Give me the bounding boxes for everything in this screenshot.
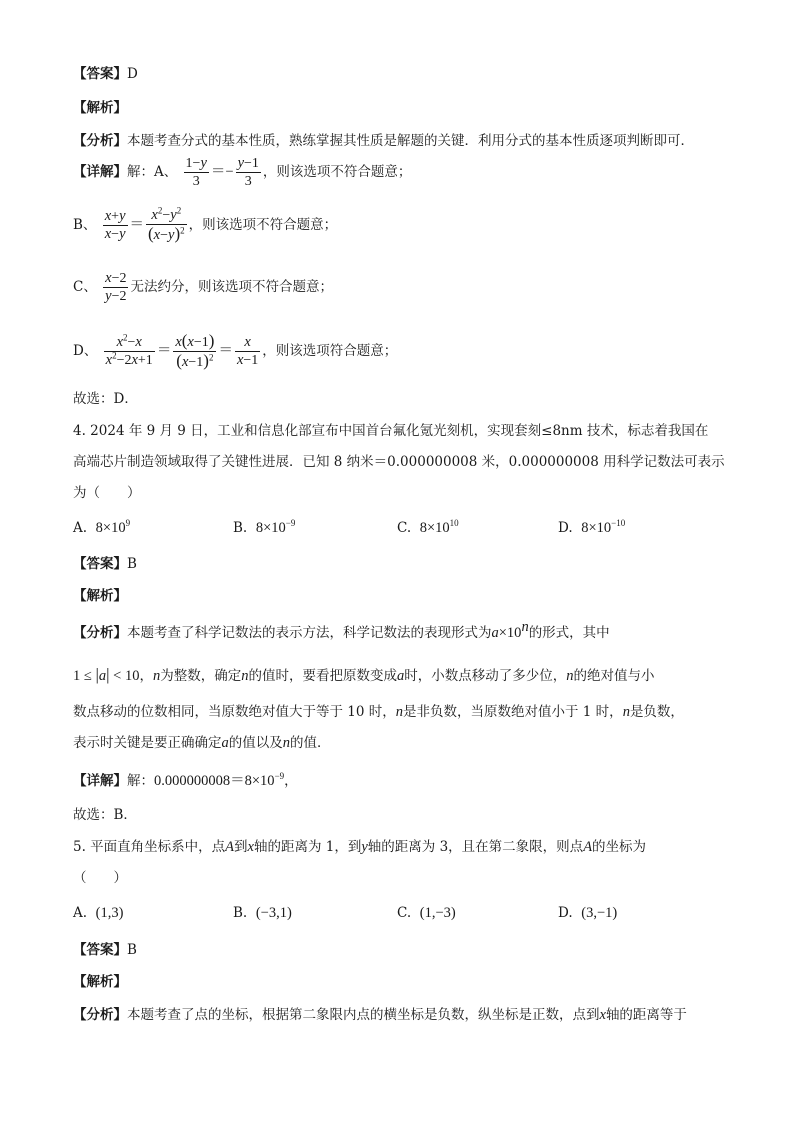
option-label: B. (233, 520, 248, 536)
fenxi-tag: 【分析】 (73, 625, 127, 641)
math-fraction: $\frac{1-y}{3}$ (185, 155, 207, 189)
q4-option-c: C. $8\times 10^{10}$ (397, 518, 459, 536)
choice-line-q4: 故选：B． (73, 807, 137, 823)
option-label: A. (73, 520, 88, 536)
option-value: (1,3) (95, 905, 124, 921)
fenxi-text: 是非负数，当原数绝对值小于 1 时， (403, 704, 623, 720)
q4-fenxi-line3: 数点移动的位数相同，当原数绝对值大于等于 10 时，n是非负数，当原数绝对值小于 1 时，n是负数， (73, 704, 684, 720)
math-fraction: $\frac{x+y}{x-y}$ (104, 208, 126, 242)
fenxi-tag: 【分析】 (73, 1007, 127, 1023)
q5-option-a (73, 903, 123, 923)
fenxi-text: 是负数， (629, 704, 684, 720)
option-label: B. (233, 905, 248, 921)
math-fraction: $\frac{x(x-1)}{(x-1)^2}$ (175, 331, 215, 370)
option-b-label: B、 (73, 217, 97, 233)
option-d-verdict: ，则该选项符合题意； (262, 343, 398, 359)
answer-line-q4 (73, 554, 137, 574)
answer-line-q3 (73, 64, 138, 84)
q4-option-a: A. $8\times 10^9$ (73, 518, 131, 536)
fenxi-text: 的值． (290, 735, 331, 751)
fenxi-text: 表示时关键是要正确确定 (73, 735, 222, 751)
q5-fenxi-line: 【分析】本题考查了点的坐标，根据第二象限内点的横坐标是负数，纵坐标是正数，点到x轴的距离等于 (73, 1007, 687, 1023)
answer-value: D (127, 66, 138, 82)
answer-value: B (127, 556, 137, 572)
q5-option-d (558, 903, 617, 923)
fenxi-text: 本题考查了点的坐标，根据第二象限内点的横坐标是负数，纵坐标是正数，点到 (127, 1007, 600, 1023)
fenxi-text: 的形式，其中 (528, 625, 610, 641)
fenxi-text: 本题考查分式的基本性质，熟练掌握其性质是解题的关键．利用分式的基本性质逐项判断即可． (127, 133, 694, 149)
detail-line-a: 【详解】解：A、 $\frac{1-y}{3}$ ＝− $\frac{y-1}{3}$ ，则该选项不符合题意； (73, 155, 412, 189)
math-fraction: $\frac{y-1}{3}$ (237, 155, 259, 189)
answer-tag: 【答案】 (73, 66, 127, 82)
analysis-heading: 【解析】 (73, 974, 127, 990)
fenxi-text: 的绝对值与小 (573, 668, 655, 684)
math-fraction: $\frac{x}{x-1}$ (236, 334, 259, 368)
option-value: (1,−3) (419, 905, 456, 921)
analysis-heading: 【解析】 (73, 100, 127, 116)
choice-line-q3: 故选：D． (73, 391, 138, 407)
detail-line-c (73, 270, 333, 305)
option-label: C. (397, 520, 412, 536)
q4-fenxi-line1: 【分析】本题考查了科学记数法的表示方法，科学记数法的表现形式为$a\times 10^n$的形式，其中 (73, 619, 610, 641)
fenxi-text: 的值时，要看把原数变成 (248, 668, 397, 684)
option-value: (−3,1) (255, 905, 292, 921)
q4-fenxi-line2: 1 ≤ |a| < 10，n为整数，确定n的值时，要看把原数变成a时，小数点移动了多少位，n的绝对值与小 (73, 665, 655, 684)
fenxi-line (73, 131, 694, 151)
xiangjie-tag: 【详解】 (73, 773, 127, 789)
q4-stem-line2: 高端芯片制造领域取得了关键性进展．已知 8 纳米＝0.000000008 米，0.000000008 用科学记数法可表示 (73, 454, 725, 470)
q4-stem-line3: 为（ ） (73, 485, 141, 501)
stem-text: 轴的距离为 3，且在第二象限，则点 (367, 839, 584, 855)
fenxi-text: 本题考查了科学记数法的表示方法，科学记数法的表现形式为 (127, 625, 492, 641)
option-label: D. (558, 520, 573, 536)
option-value: (3,−1) (581, 905, 618, 921)
option-label: A. (73, 905, 88, 921)
q4-option-d: D. $8\times 10^{-10}$ (558, 518, 626, 536)
answer-value: B (127, 942, 137, 958)
math-fraction: $\frac{x^2-x}{x^2-2x+1}$ (105, 332, 153, 368)
option-a-verdict: ，则该选项不符合题意； (262, 164, 412, 180)
xiangjie-text: 解：A、 (127, 164, 178, 180)
option-label: D. (558, 905, 573, 921)
answer-line-q5 (73, 940, 137, 960)
detail-line-b: B、 $\frac{x+y}{x-y}$ ＝ $\frac{x^2-y^2}{(x-y)^2}$ ，则该选项不符合题意； (73, 205, 338, 243)
math-fraction: $\frac{x-2}{y-2}$ (105, 270, 127, 304)
xiangjie-text: 解： (127, 773, 154, 789)
q5-stem-line1: 5. 平面直角坐标系中，点A到x轴的距离为 1，到y轴的距离为 3，且在第二象限，则点A的坐标为 (73, 839, 647, 855)
q4-option-b: B. $8\times 10^{-9}$ (233, 518, 296, 536)
fenxi-text: 轴的距离等于 (605, 1007, 687, 1023)
q5-option-b (233, 903, 292, 923)
xiangjie-tag: 【详解】 (73, 164, 127, 180)
stem-text: 到 (234, 839, 248, 855)
answer-tag: 【答案】 (73, 556, 127, 572)
q5-option-c (397, 903, 456, 923)
detail-line-d: D、 $\frac{x^2-x}{x^2-2x+1}$ ＝ $\frac{x(x-1)}{(x-1)^2}$ ＝ $\frac{x}{x-1}$ ，则该选项符合题意； (73, 331, 398, 370)
q4-stem-line1: 4. 2024 年 9 月 9 日，工业和信息化部宣布中国首台氟化氪光刻机，实现套刻≤8nm 技术，标志着我国在 (73, 423, 709, 439)
answer-tag: 【答案】 (73, 942, 127, 958)
q5-stem-line2: （ ） (73, 870, 127, 886)
fenxi-text: 为整数，确定 (160, 668, 242, 684)
stem-text: 5. 平面直角坐标系中，点 (73, 839, 226, 855)
option-label: C. (397, 905, 412, 921)
fenxi-text: 数点移动的位数相同，当原数绝对值大于等于 10 时， (73, 704, 396, 720)
option-d-label: D、 (73, 343, 98, 359)
fenxi-text: 的值以及 (228, 735, 283, 751)
option-b-verdict: ，则该选项不符合题意； (188, 217, 338, 233)
option-c-label: C、 (73, 279, 97, 295)
analysis-heading: 【解析】 (73, 588, 127, 604)
stem-text: 轴的距离为 1，到 (253, 839, 362, 855)
stem-text: 的坐标为 (592, 839, 647, 855)
math-fraction: $\frac{x^2-y^2}{(x-y)^2}$ (148, 205, 185, 243)
fenxi-text: 时，小数点移动了多少位， (404, 668, 567, 684)
q4-detail-line: 【详解】解：$0.000000008=8\times 10^{-9}$， (73, 771, 298, 789)
q4-fenxi-line4: 表示时关键是要正确确定a的值以及n的值． (73, 735, 331, 751)
fenxi-tag: 【分析】 (73, 133, 127, 149)
option-c-verdict: 无法约分，则该选项不符合题意； (130, 279, 333, 295)
